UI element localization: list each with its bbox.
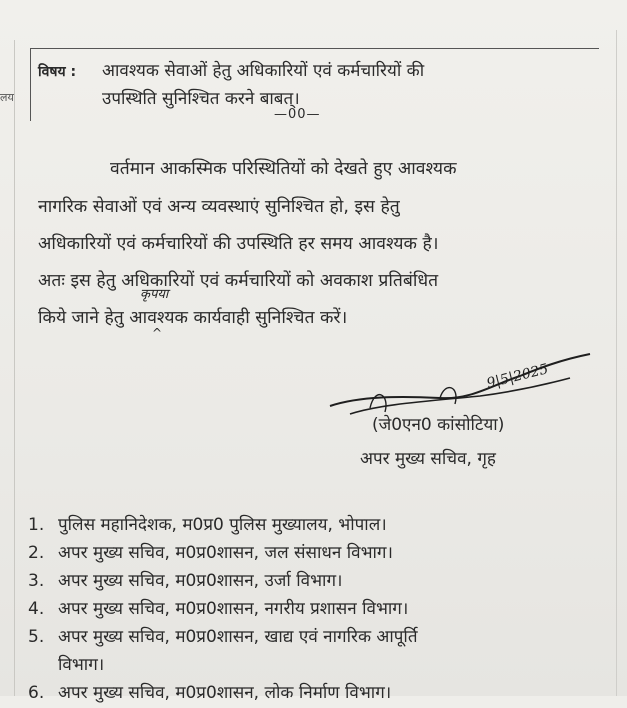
list-text: अपर मुख्य सचिव, म0प्र0शासन, नगरीय प्रशासन विभाग। — [58, 599, 409, 619]
list-number: 2. — [28, 543, 45, 563]
list-number: 3. — [28, 571, 45, 591]
subject-text: उपस्थिति सुनिश्चित करने बाबत्। — [102, 89, 300, 109]
signature-date: 9|5|2025 — [485, 361, 550, 392]
list-text: अपर मुख्य सचिव, म0प्र0शासन, उर्जा विभाग। — [58, 571, 343, 591]
list-number: 5. — [28, 627, 45, 647]
margin-fragment: लय — [0, 91, 14, 104]
list-text: अपर मुख्य सचिव, म0प्र0शासन, जल संसाधन विभाग। — [58, 543, 393, 563]
list-item-continuation: विभाग। — [58, 655, 105, 675]
list-text: अपर मुख्य सचिव, म0प्र0शासन, लोक निर्माण विभाग। — [58, 683, 392, 703]
body-line: नागरिक सेवाओं एवं अन्य व्यवस्थाएं सुनिश्चित हो, इस हेतु — [38, 197, 400, 217]
body-line: अधिकारियों एवं कर्मचारियों की उपस्थिति हर समय आवश्यक है। — [38, 234, 439, 254]
paper-fold-line — [14, 40, 15, 696]
list-number: 1. — [28, 515, 45, 535]
divider: —00— — [274, 107, 321, 122]
list-text: पुलिस महानिदेशक, म0प्र0 पुलिस मुख्यालय, भोपाल। — [58, 515, 387, 535]
paper-fold-line — [616, 30, 617, 696]
list-item — [28, 680, 418, 708]
list-number: 6. — [28, 683, 45, 703]
subject-label: विषय : — [38, 64, 77, 80]
subject-text: आवश्यक सेवाओं हेतु अधिकारियों एवं कर्मचारियों की — [102, 61, 425, 81]
body-line: अतः इस हेतु अधिकारियों एवं कर्मचारियों को अवकाश प्रतिबंधित — [38, 271, 439, 291]
handwritten-insert: कृपया — [140, 287, 169, 302]
list-item — [28, 624, 418, 652]
list-item — [28, 568, 418, 596]
list-text: अपर मुख्य सचिव, म0प्र0शासन, खाद्य एवं नागरिक आपूर्ति — [58, 627, 418, 647]
list-item — [28, 540, 418, 568]
list-item — [28, 596, 418, 624]
distribution-list — [28, 512, 418, 708]
insert-caret: ^ — [152, 326, 163, 340]
signatory-designation: अपर मुख्य सचिव, गृह — [360, 449, 496, 469]
list-number: 4. — [28, 599, 45, 619]
body-line: किये जाने हेतु आवश्यक कार्यवाही सुनिश्चित करें। — [38, 308, 348, 328]
list-item — [28, 512, 418, 540]
signatory-name: (जे0एन0 कांसोटिया) — [372, 415, 505, 435]
body-line: वर्तमान आकस्मिक परिस्थितियों को देखते हुए आवश्यक — [110, 159, 457, 179]
